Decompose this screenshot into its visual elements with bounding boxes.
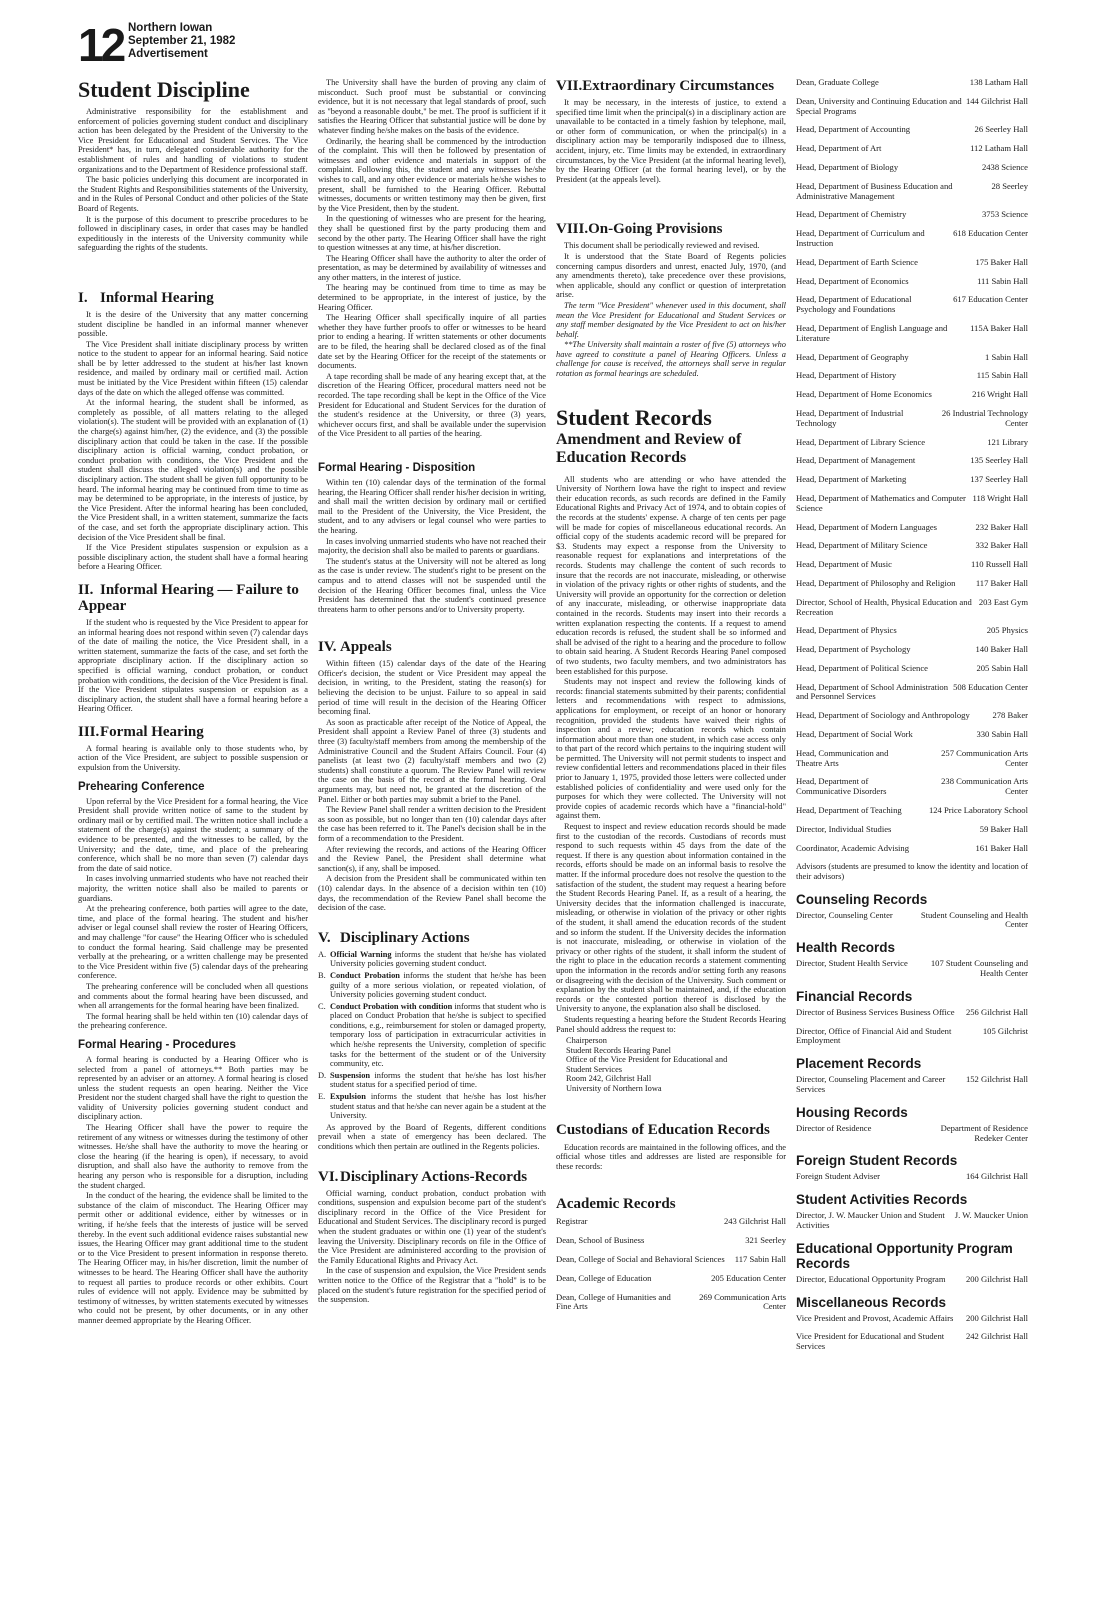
address-line: University of Northern Iowa	[566, 1084, 662, 1094]
footnote-paragraph: The term "Vice President" whenever used in this document, shall mean the Vice President for Educational and Student Services or any staff member designated by the Vice President to act on his/her behalf.	[556, 300, 786, 339]
records-group-title: Health Records	[796, 940, 896, 956]
academic-office-row	[796, 541, 1028, 551]
records-office-row	[796, 911, 1028, 931]
academic-office-row	[796, 749, 1028, 769]
action-item	[318, 1002, 546, 1069]
office-location: 618 Education Center	[953, 228, 1028, 239]
office-title: Head, Department of Physics	[796, 625, 897, 636]
action-label: D.	[318, 1070, 327, 1080]
masthead	[78, 18, 378, 72]
records-office-row	[796, 1172, 1028, 1182]
section-4-paragraph: A decision from the President shall be communicated within ten (10) calendar days. In the absence of a decision within ten (10) days, the recommendation of the Review Panel shall become the decision of the case.	[318, 874, 546, 913]
office-location: 111 Sabin Hall	[977, 275, 1028, 286]
academic-office-row	[796, 730, 1028, 740]
records-group-title: Financial Records	[796, 988, 913, 1004]
records-group	[796, 1172, 1028, 1182]
office-location: 243 Gilchrist Hall	[723, 1216, 786, 1227]
office-title: Head, Department of Biology	[796, 161, 899, 172]
office-location: 508 Education Center	[953, 681, 1028, 692]
hearing-paragraph: The Hearing Officer shall have the authority to alter the order of presentation, as may be determined by availability of witnesses and any other matters, in the interest of justice.	[318, 253, 546, 282]
office-title: Vice President for Educational and Student Services	[796, 1331, 945, 1352]
academic-records-list-a	[556, 1217, 786, 1312]
office-title: Head, Department of Library Science	[796, 436, 926, 447]
section-label: Advertisement	[128, 48, 208, 60]
office-title: Head, Department of Modern Languages	[796, 521, 938, 532]
custodians-intro: Education records are maintained in the following offices, and the official whose titles and addresses are listed are responsible for these records:	[556, 1142, 786, 1171]
hearing-paragraph: The University shall have the burden of proving any claim of misconduct. Such proof must be substantial or convincing evidence, but it is not necessary that legal standards of proof, such as "beyond a reasonable doubt," be met. The proof is sufficient if it satisfies the Hearing Officer that substantial justice will be done by whatever finding he/she makes on the basis of the evidence.	[318, 78, 546, 135]
section-5-heading: V. Disciplinary Actions	[318, 929, 470, 946]
office-location: 238 Communication Arts Center	[941, 776, 1028, 797]
office-location: 257 Communication Arts Center	[941, 747, 1028, 768]
academic-office-row	[796, 324, 1028, 344]
section-3-paragraph: A formal hearing is available only to those students who, by action of the Vice President, are subject to possible suspension or expulsion from the University.	[78, 743, 308, 773]
records-group	[796, 1314, 1028, 1352]
intro-paragraph: The basic policies underlying this document are incorporated in the Student Rights and Responsibilities statements of the University, and in the Rules of Personal Conduct and other policies of the State Board of Regents.	[78, 175, 308, 213]
section-3-heading: III.Formal Hearing	[78, 723, 204, 740]
office-location: 59 Baker Hall	[979, 823, 1028, 834]
procedures-heading: Formal Hearing - Procedures	[78, 1038, 236, 1051]
other-records	[796, 892, 1028, 1352]
office-location: 110 Russell Hall	[971, 559, 1028, 570]
records-paragraph: Request to inspect and review education records should be made first to the custodian of the records. Custodians of records must respond to such requests within 45 days from the date of the request. If there is any question about information contained in the records, efforts should be made on an informal basis to resolve the matter. If the informal procedure does not resolve the question to the satisfaction of the student, the student may request a hearing before the Student Records Hearing Panel. If, as a result of a hearing, the University decides that the information challenged is inaccurate, misleading, or otherwise in violation of the privacy or other rights of the student, it shall amend the education records of the student and so inform the student. If the University decides the information is not inaccurate, misleading, or otherwise in violation of the privacy or other rights of the student, it shall inform the student of the right to place in the education records a statement commenting upon the information in the records and/or setting forth any reasons or disagreeing with the decision of the University. Such comment or explanation by the student shall be maintained, and, if the education records or the contested portion thereof is disclosed by the University to anyone, the explanation also shall be disclosed.	[556, 822, 786, 1014]
section-7-paragraph: It may be necessary, in the interests of justice, to extend a specified time limit when the principal(s) in a disciplinary action are unavailable to be contacted in a timely fashion by telephone, mail, or other form of communication, or when the principal(s) in a disciplinary action may be temporarily indisposed due to illness, accident, injury, etc. Time limits may be extended, in extraordinary circumstances, by the Vice President (at the informal hearing level), by the Hearing Officer (at the formal hearing level), or by the President (at the appeals level).	[556, 98, 786, 184]
hearing-paragraph: A tape recording shall be made of any hearing except that, at the discretion of the Hearing Officer, procedural matters need not be recorded. The tape recording shall be kept in the Office of the Vice President for Educational and Student Services for the duration of the student's residence at the University, or three (3) years, whichever occurs first, and shall be available under the supervision of the Vice President to all parties of the hearing.	[318, 371, 546, 439]
records-office-row	[796, 1332, 1028, 1352]
section-8-body	[556, 241, 786, 300]
records-group-title: Student Activities Records	[796, 1192, 968, 1208]
hearing-paragraph: In the questioning of witnesses who are present for the hearing, they shall be questioned first by the party producing them and second by the other party. The Hearing Officer shall have the right to question witnesses at any time, at his/her discretion.	[318, 214, 546, 253]
action-label: B.	[318, 970, 326, 980]
office-title: Dean, University and Continuing Education and Special Programs	[796, 95, 962, 116]
prehearing-paragraph: Upon referral by the Vice President for a formal hearing, the Vice President shall provide written notice of same to the student by ordinary mail or by certified mail. The written notice shall include a statement of the charge(s) against the student; a summary of the evidence to be presented, and the witnesses to be called, by the University; and the date, time, and place of the prehearing conference, which shall be no more than seven (7) calendar days from the date of said notice.	[78, 796, 308, 873]
academic-office-row	[796, 371, 1028, 381]
office-location: 115A Baker Hall	[970, 322, 1028, 333]
column-1	[78, 78, 308, 1608]
records-office-row	[796, 1314, 1028, 1324]
office-location: 26 Seerley Hall	[974, 124, 1028, 135]
office-location: 164 Gilchrist Hall	[965, 1171, 1028, 1182]
address-line: Room 242, Gilchrist Hall	[566, 1074, 652, 1084]
action-item	[318, 1071, 546, 1090]
section-7-heading: VII.Extraordinary Circumstances	[556, 78, 775, 94]
custodians-title: Custodians of Education Records	[556, 1121, 770, 1138]
advisors-note: Advisors (students are presumed to know the identity and location of their advisors)	[796, 862, 1028, 882]
academic-office-row	[796, 844, 1028, 854]
office-location: J. W. Maucker Union	[954, 1210, 1028, 1221]
office-location: 144 Gilchrist Hall	[965, 95, 1028, 106]
prehearing-body	[78, 797, 308, 1031]
office-title: Foreign Student Adviser	[796, 1171, 881, 1182]
office-location: 112 Latham Hall	[970, 143, 1028, 154]
action-text: informs that student who is placed on Conduct Probation that he/she is subject to specified conditions, e.g., reimbursement for stolen or damaged property, temporary loss of participation in extracurricular activities in which he/she represents the University, completion of specific tasks for the betterment of the student or of the University community, etc.	[330, 1001, 546, 1069]
office-location: 256 Gilchrist Hall	[965, 1006, 1028, 1017]
academic-office-row	[796, 295, 1028, 315]
action-label: C.	[318, 1001, 326, 1011]
request-intro: Students requesting a hearing before the Student Records Hearing Panel should address the request to:	[556, 1014, 786, 1034]
academic-records-list-b	[796, 78, 1028, 853]
action-description	[330, 1092, 546, 1121]
office-title: Director, Educational Opportunity Program	[796, 1273, 946, 1284]
section-4-paragraph: After reviewing the records, and actions of the Hearing Officer and the Review Panel, the President shall determine what sanction(s), if any, shall be imposed.	[318, 844, 546, 873]
academic-office-row	[796, 598, 1028, 618]
action-text: informs the student that he/she has lost his/her student status for a specified period of time.	[330, 1070, 546, 1090]
office-title: Head, Department of Business Education and Administrative Management	[796, 180, 953, 201]
section-5-closing: As approved by the Board of Regents, different conditions prevail when a state of emergency has been declared. The conditions which then pertain are outlined in the Regents policies.	[318, 1122, 546, 1151]
records-subtitle: Amendment and Review of Education Records	[556, 430, 742, 466]
prehearing-paragraph: In cases involving unmarried students who have not reached their majority, the written notice shall also be mailed to parents or guardians.	[78, 874, 308, 903]
hearing-paragraph: Ordinarily, the hearing shall be commenced by the introduction of the complaint. This will then be followed by presentation of witnesses and other evidence and materials in support of the complaint. Following this, the student and any witnesses he/she wishes to call, and any other evidence or materials he/she wishes to present, shall be furnished to the Hearing Officer. Rebuttal witnesses, documents or written testimony may then be given, first by the Vice President, then by the student.	[318, 136, 546, 213]
office-title: Registrar	[556, 1216, 588, 1227]
records-office-row	[796, 1027, 1028, 1047]
office-title: Head, Department of Art	[796, 143, 882, 154]
office-title: Vice President and Provost, Academic Affairs	[796, 1312, 954, 1323]
office-title: Director, Student Health Service	[796, 958, 908, 969]
office-title: Head, Department of Curriculum and Instruction	[796, 228, 925, 248]
section-2-paragraph: If the student who is requested by the Vice President to appear for an informal hearing does not respond within seven (7) calendar days of the date of mailing the notice, the Vice President shall, in a written statement, summarize the facts of the case, and set forth the appropriate disciplinary action. If the disciplinary action so specified is official warning, conduct probation, or conduct probation with conditions, the decision of the Vice President is final. If the Vice President stipulates suspension or expulsion as a disciplinary action, the student shall have a formal hearing before a Hearing Officer.	[78, 617, 308, 714]
office-title: Director, J. W. Maucker Union and Student Activities	[796, 1210, 945, 1230]
action-text: informs the student that he/she has violated University policies governing student conduct.	[330, 949, 546, 969]
office-title: Head, Department of Economics	[796, 275, 909, 286]
procedures-paragraph: A formal hearing is conducted by a Hearing Officer who is selected from a panel of attorneys.** Both parties may be represented by an adviser or an attorney. A formal hearing is closed unless the student requests an open hearing. Neither the Vice President nor the student charged shall have the right to question the validity of University policies governing student conduct and disciplinary action.	[78, 1054, 308, 1122]
office-location: 121 Library	[987, 436, 1028, 447]
office-location: 205 Physics	[986, 625, 1028, 636]
records-paragraph: Students may not inspect and review the following kinds of records: financial statements submitted by their parents; confidential letters and recommendations with respect to admissions, applications for employment, or receipt of an honor or honorary recognition, provided the students have waived their rights of inspection and a review; education records which contain information about more than one student, in which case access only to that part of the record which pertains to the inquiring student will be permitted. The University will not permit students to inspect and review confidential letters and recommendations placed in their files prior to January 1, 1975, provided those letters were collected under established policies of confidentiality and were used only for the purposes for which they were collected. The University will not provide copies of academic records which have a "financial-hold" against them.	[556, 677, 786, 821]
academic-office-row	[796, 163, 1028, 173]
disciplinary-actions-list	[318, 950, 546, 1121]
records-group-title: Miscellaneous Records	[796, 1294, 947, 1310]
office-location: 137 Seerley Hall	[970, 474, 1028, 485]
office-location: 115 Sabin Hall	[976, 370, 1028, 381]
footnote-paragraph: **The University shall maintain a roster of five (5) attorneys who have agreed to constitute a panel of Hearing Officers. Unless a challenge for cause is received, the attorneys shall serve in regular rotation as formal hearings are scheduled.	[556, 340, 786, 379]
office-location: 152 Gilchrist Hall	[965, 1074, 1028, 1085]
records-group-title: Housing Records	[796, 1104, 908, 1120]
section-8-heading: VIII.On-Going Provisions	[556, 221, 723, 238]
office-location: 105 Gilchrist	[982, 1025, 1028, 1036]
prehearing-paragraph: At the prehearing conference, both parties will agree to the date, time, and place of the formal hearing. The student and his/her adviser or legal counsel shall review the roster of Hearing Officers, and may challenge "for cause" the Hearing Officer who is scheduled to conduct the formal hearing. Said challenge may be presented verbally at the prehearing, or a written challenge may be presented to the Vice President within five (5) calendar days of the prehearing conference.	[78, 904, 308, 981]
office-title: Head, Department of Sociology and Anthropology	[796, 710, 970, 721]
office-title: Head, Department of Social Work	[796, 729, 913, 740]
office-location: 203 East Gym	[978, 596, 1028, 607]
prehearing-paragraph: The formal hearing shall be held within ten (10) calendar days of the prehearing conference.	[78, 1011, 308, 1031]
prehearing-paragraph: The prehearing conference will be concluded when all questions and comments about the formal hearing have been discussed, and when all arrangements for the formal hearing have been finalized.	[78, 981, 308, 1011]
action-label: E.	[318, 1092, 326, 1102]
academic-office-row	[796, 475, 1028, 485]
academic-office-row	[556, 1217, 786, 1227]
office-title: Director, Individual Studies	[796, 823, 892, 834]
office-title: Head, Communication and Theatre Arts	[796, 747, 889, 768]
discipline-intro	[78, 107, 308, 253]
academic-office-row	[796, 210, 1028, 220]
office-location: 269 Communication Arts Center	[699, 1291, 786, 1312]
records-paragraph: All students who are attending or who have attended the University of Northern Iowa have the right to inspect and review their education records, as such records are defined in the Family Educational Rights and Privacy Act of 1974, and to obtain copies of the records at the students' expense. A charge of ten cents per page will be made for copies of miscellaneous educational records. An official copy of the students academic record will be prepared for $3. Students may expect a response from the University to reasonable request for explanations and interpretations of the records. Students may challenge the content of such records to insure that the records are not inaccurate, misleading, or otherwise in violation of the privacy rights or other rights of students, and the University will provide an opportunity for the correction or deletion of any inaccurate, misleading, or otherwise inappropriate data contained in the records. Students may insert into their records a written explanation respecting the contents. If a request to amend education records is refused, the student shall be so informed and shall be advised of the right to a hearing and the procedure to follow to obtain said hearing. A Student Records Hearing Panel composed of two students, two faculty members, and two administrators has been established for this purpose.	[556, 474, 786, 676]
office-location: 3753 Science	[981, 209, 1028, 220]
records-group-title: Counseling Records	[796, 891, 928, 907]
office-title: Dean, College of Social and Behavioral Sciences	[556, 1254, 725, 1265]
action-term: Conduct Probation with condition	[330, 1001, 453, 1011]
address-line: Chairperson	[566, 1036, 607, 1046]
academic-office-row	[796, 523, 1028, 533]
office-location: 242 Gilchrist Hall	[965, 1331, 1028, 1342]
academic-office-row	[556, 1274, 786, 1284]
office-title: Director of Residence	[796, 1122, 872, 1133]
office-location: Student Counseling and Health Center	[920, 909, 1028, 930]
disposition-body	[318, 478, 546, 614]
action-term: Expulsion	[330, 1092, 366, 1102]
academic-office-row	[556, 1255, 786, 1265]
academic-office-row	[796, 456, 1028, 466]
office-title: Head, Department of Mathematics and Computer Science	[796, 492, 966, 513]
office-title: Head, Department of Music	[796, 559, 892, 570]
records-office-row	[796, 1275, 1028, 1285]
address-line: Office of the Vice President for Educational and	[566, 1055, 728, 1065]
disposition-heading: Formal Hearing - Disposition	[318, 461, 476, 474]
records-group	[796, 959, 1028, 979]
academic-office-row	[796, 825, 1028, 835]
office-title: Director, School of Health, Physical Education and Recreation	[796, 596, 972, 617]
office-location: 140 Baker Hall	[975, 644, 1028, 655]
office-title: Head, Department of Geography	[796, 351, 909, 362]
action-item	[318, 950, 546, 969]
column-2	[318, 78, 546, 1608]
action-description	[330, 971, 546, 1000]
office-location: 138 Latham Hall	[969, 78, 1028, 87]
academic-office-row	[796, 353, 1028, 363]
office-title: Head, Department of Educational Psychology and Foundations	[796, 294, 912, 315]
office-location: 28 Seerley	[991, 180, 1028, 191]
office-location: 117 Sabin Hall	[734, 1254, 786, 1265]
section-4-heading: IV. Appeals	[318, 639, 392, 656]
section-7-body	[556, 98, 786, 184]
office-title: Head, Department of Accounting	[796, 124, 911, 135]
office-title: Dean, Graduate College	[796, 78, 879, 87]
section-1-heading: I. Informal Hearing	[78, 289, 214, 306]
action-description	[330, 1002, 546, 1069]
office-title: Head, Department of Military Science	[796, 540, 928, 551]
section-8-paragraph: This document shall be periodically reviewed and revised.	[564, 241, 760, 251]
academic-office-row	[796, 645, 1028, 655]
office-location: 200 Gilchrist Hall	[965, 1273, 1028, 1284]
hearing-paragraph: The Hearing Officer shall specifically inquire of all parties whether they have further proofs to offer or witnesses to be heard prior to ending a hearing. If written statements or other documents are to be filed, the hearing shall be declared closed as of the final date set by the Hearing Officer for the receipt of the statements or documents.	[318, 313, 546, 371]
section-6-heading: VI. Disciplinary Actions-Records	[318, 1168, 528, 1185]
academic-office-row	[796, 626, 1028, 636]
office-location: 135 Seerley Hall	[970, 455, 1028, 466]
office-title: Head, Department of Chemistry	[796, 209, 907, 220]
procedures-paragraph: The Hearing Officer shall have the power to require the retirement of any witness or witnesses during the testimony of other witnesses. He/she shall have the authority to move the hearing or close the hearing (if the hearing is open), if necessary, to avoid disruption, and shall also have the authority to remove from the hearing any person who is responsible for a disruption, including the student charged.	[78, 1123, 308, 1190]
office-location: 1 Sabin Hall	[985, 351, 1028, 362]
office-title: Dean, School of Business	[556, 1235, 645, 1246]
hearing-continued	[318, 78, 546, 439]
address-line: Student Records Hearing Panel	[566, 1045, 671, 1055]
records-group	[796, 1211, 1028, 1231]
office-title: Head, Department of Management	[796, 455, 916, 466]
office-title: Head, Department of Philosophy and Religion	[796, 577, 956, 588]
office-location: 617 Education Center	[953, 294, 1028, 305]
office-location: 161 Baker Hall	[975, 842, 1028, 853]
office-title: Coordinator, Academic Advising	[796, 842, 910, 853]
column-4	[796, 78, 1028, 1608]
records-office-row	[796, 1075, 1028, 1095]
records-group	[796, 1275, 1028, 1285]
office-title: Head, Department of Marketing	[796, 474, 907, 485]
disposition-paragraph: In cases involving unmarried students who have not reached their majority, the decision shall also be mailed to parents or guardians.	[318, 536, 546, 556]
disposition-paragraph: The student's status at the University will not be altered as long as the case is under review. The student's right to be present on the campus and to attend classes will not be suspended until the decision of the Hearing Officer becomes final, unless the Vice President has determined that the student's continued presence threatens harm to other persons and/or to University property.	[318, 556, 546, 614]
footnotes	[556, 301, 786, 379]
academic-office-row	[796, 579, 1028, 589]
records-group	[796, 911, 1028, 931]
academic-office-row	[796, 97, 1028, 117]
academic-office-row	[796, 683, 1028, 703]
academic-office-row	[796, 258, 1028, 268]
action-text: informs the student that he/she has lost his/her student status and that he/she can never again be a student at the University.	[330, 1092, 546, 1121]
academic-office-row	[796, 409, 1028, 429]
office-title: Director of Business Services Business Office	[796, 1006, 955, 1017]
office-location: 107 Student Counseling and Health Center	[930, 958, 1028, 979]
section-6-paragraph: In the case of suspension and expulsion, the Vice President sends written notice to the Office of the Registrar that a "hold" is to be placed on the student's future registration for the specified period of the suspension.	[318, 1266, 546, 1305]
section-4-body	[318, 659, 546, 912]
office-title: Head, Department of Psychology	[796, 644, 911, 655]
academic-office-row	[796, 125, 1028, 135]
records-office-row	[796, 959, 1028, 979]
office-location: 124 Price Laboratory School	[928, 805, 1028, 816]
office-location: 205 Sabin Hall	[976, 662, 1028, 673]
action-description	[330, 950, 546, 969]
column-3	[556, 78, 786, 1608]
section-8-paragraph: It is understood that the State Board of Regents policies concerning campus disorders and unrest, enacted July, 1970, (and any amendments thereto), take precedence over these provisions, when applicable, should any conflict or question of interpretation arise.	[556, 251, 786, 300]
office-location: Department of Residence Redeker Center	[940, 1122, 1028, 1143]
address-line: Student Services	[566, 1064, 623, 1074]
records-group-title: Foreign Student Records	[796, 1153, 958, 1169]
office-title: Head, Department of Teaching	[796, 805, 902, 816]
records-group	[796, 1124, 1028, 1144]
office-location: 321 Seerley	[745, 1235, 786, 1246]
office-title: Head, Department of Industrial Technology	[796, 407, 904, 428]
records-office-row	[796, 1124, 1028, 1144]
academic-office-row	[556, 1293, 786, 1313]
office-title: Head, Department of Earth Science	[796, 256, 918, 267]
hearing-paragraph: The hearing may be continued from time to time as may be determined to be appropriate, in the interest of justice, by the Hearing Officer.	[318, 283, 546, 312]
office-location: 330 Sabin Hall	[976, 729, 1028, 740]
office-location: 2438 Science	[981, 161, 1028, 172]
action-item	[318, 971, 546, 1000]
academic-office-row	[796, 438, 1028, 448]
procedures-paragraph: In the conduct of the hearing, the evidence shall be limited to the substance of the claim of misconduct. The Hearing Officer may permit other or additional evidence, either by witnesses or in writing, if he/she feels that the interests of justice will be served thereby. In the event such additional evidence raises substantial new issues, the Hearing Officer may grant additional time to the student or to the Vice President to present information in response thereto. The Hearing Officer may, in his/her discretion, limit the number of witnesses to be heard. The Hearing Officer shall have the authority to request all parties to produce records or other exhibits. Court rules of evidence will not apply. Evidence may be submitted by testimony of witnesses, by written statements executed by witnesses who could not be present, by other documents, or in any other manner deemed appropriate by the Hearing Officer.	[78, 1191, 308, 1325]
paper-name: Northern Iowan	[128, 22, 213, 34]
office-location: 118 Wright Hall	[972, 492, 1028, 503]
records-group-title: Placement Records	[796, 1056, 922, 1072]
action-description	[330, 1071, 546, 1090]
records-office-row	[796, 1008, 1028, 1018]
prehearing-heading: Prehearing Conference	[78, 780, 205, 793]
academic-office-row	[796, 777, 1028, 797]
office-location: 216 Wright Hall	[972, 389, 1028, 400]
action-label: A.	[318, 949, 327, 959]
records-group	[796, 1008, 1028, 1046]
office-location: 205 Education Center	[711, 1272, 786, 1283]
office-location: 175 Baker Hall	[975, 256, 1028, 267]
section-1-paragraph: At the informal hearing, the student shall be informed, as completely as possible, of all matters relating to the alleged violation(s). The student will be provided with an explanation of (1) the charge(s) against him/her, (2) the evidence, and (3) the possible disciplinary action that could be taken in the case. If the possible disciplinary action is official warning, conduct probation, or conduct probation with conditions, the Vice President and the student shall discuss the alleged violation(s) and the possible disciplinary action. The student shall be given full opportunity to be heard. The informal hearing may be continued from time to time as may be determined to be appropriate, in the interests of justice, by the Vice President. After the informal hearing has been concluded, the Vice President shall, in a written statement, summarize the facts of the case, and set forth the appropriate disciplinary action. This decision of the Vice President shall be final.	[78, 398, 308, 542]
office-location: 278 Baker	[992, 710, 1028, 721]
academic-office-row	[796, 78, 1028, 88]
section-4-paragraph: The Review Panel shall render a written decision to the President as soon as possible, but no longer than ten (10) calendar days after the case has been referred to it. The Panel's decision shall be in the form of a recommendation to the President.	[318, 805, 546, 843]
section-3-body	[78, 744, 308, 773]
academic-office-row	[796, 711, 1028, 721]
section-6-body	[318, 1189, 546, 1305]
academic-office-row	[796, 494, 1028, 514]
office-location: 26 Industrial Technology Center	[941, 407, 1028, 428]
issue-date: September 21, 1982	[128, 35, 236, 47]
academic-office-row	[556, 1236, 786, 1246]
section-2-body	[78, 618, 308, 714]
office-location: 200 Gilchrist Hall	[965, 1312, 1028, 1323]
action-term: Conduct Probation	[330, 970, 400, 980]
academic-office-row	[796, 560, 1028, 570]
office-title: Dean, College of Humanities and Fine Arts	[556, 1291, 671, 1312]
section-1-body	[78, 310, 308, 572]
section-6-paragraph: Official warning, conduct probation, conduct probation with conditions, suspension and expulsion become part of the student's disciplinary record in the Office of the Vice President for Educational and Student Services. The disciplinary record is purged when the student graduates or within one (1) year of the student's leaving the University. Disciplinary records on file in the Office of the Vice President are administered according to the provision of the Family Educational Rights and Privacy Act.	[318, 1188, 546, 1265]
office-title: Head, Department of Communicative Disorders	[796, 776, 887, 797]
section-1-paragraph: The Vice President shall initiate disciplinary process by written notice to the student to appear for an informal hearing. Said notice shall be by letter addressed to the student at his/her last known residence, and mailed by ordinary mail or certified mail. Action must be initiated by the Vice President within fifteen (15) calendar days of the date on which the alleged offense was committed.	[78, 339, 308, 397]
records-office-row	[796, 1211, 1028, 1231]
office-title: Dean, College of Education	[556, 1272, 652, 1283]
office-location: 232 Baker Hall	[975, 521, 1028, 532]
masthead-info	[128, 22, 235, 61]
office-title: Head, Department of Home Economics	[796, 389, 932, 400]
records-group	[796, 1075, 1028, 1095]
disposition-paragraph: Within ten (10) calendar days of the termination of the formal hearing, the Hearing Officer shall render his/her decision in writing, and shall mail the written decision by ordinary mail or certified mail to the President of the University, the Vice President, the student, and to any advisers or legal counsel who were parties to the hearing.	[318, 477, 546, 535]
records-body	[556, 475, 786, 1014]
action-term: Official Warning	[330, 949, 392, 959]
academic-office-row	[796, 664, 1028, 674]
academic-office-row	[796, 144, 1028, 154]
section-2-heading: II. Informal Hearing — Failure to Appear	[78, 581, 299, 614]
action-text: informs the student that he/she has been guilty of a more serious violation, or repeated violation, of University policies governing student conduct.	[330, 970, 546, 1000]
section-4-paragraph: Within fifteen (15) calendar days of the date of the Hearing Officer's decision, the student or Vice President may appeal the decision, in writing, to the President, stating the reason(s) for believing the decision to be unjust. Failure to so appeal in said period of time will result in the decision of the Hearing Officer becoming final.	[318, 659, 546, 717]
academic-office-row	[796, 390, 1028, 400]
office-title: Head, Department of History	[796, 370, 897, 381]
office-location: 332 Baker Hall	[975, 540, 1028, 551]
office-title: Director, Office of Financial Aid and Student Employment	[796, 1025, 952, 1046]
academic-office-row	[796, 806, 1028, 816]
procedures-body	[78, 1055, 308, 1326]
academic-records-title: Academic Records	[556, 1196, 676, 1213]
page-number: 12	[78, 19, 124, 71]
office-title: Director, Counseling Center	[796, 909, 893, 920]
section-1-paragraph: If the Vice President stipulates suspension or expulsion as a possible disciplinary action, the student shall have a formal hearing before a Hearing Officer.	[78, 543, 308, 572]
records-title: Student Records	[556, 404, 712, 430]
intro-paragraph: It is the purpose of this document to prescribe procedures to be followed in disciplinary cases, in order that cases may be handled expeditiously in the interests of the University community while safeguarding the rights of the students.	[78, 214, 308, 253]
office-title: Head, Department of Political Science	[796, 662, 928, 673]
academic-office-row	[796, 229, 1028, 249]
academic-office-row	[796, 277, 1028, 287]
office-location: 117 Baker Hall	[975, 577, 1028, 588]
section-4-paragraph: As soon as practicable after receipt of the Notice of Appeal, the President shall appoint a Review Panel of three (3) students and three (3) faculty/staff members from among the membership of the Administrative Council and the Student Affairs Council. Four (4) panelists (at least two (2) faculty/staff members and two (2) students) shall constitute a quorum. The Review Panel will review the case on the basis of the record at the formal hearing. Oral arguments may, but need not, be granted at the discretion of the Panel. Either or both parties may submit a brief to the Panel.	[318, 717, 546, 804]
office-title: Head, Department of School Administration and Personnel Services	[796, 681, 949, 702]
action-term: Suspension	[330, 1070, 371, 1080]
hearing-panel-address	[566, 1036, 786, 1094]
discipline-title: Student Discipline	[78, 78, 250, 102]
office-title: Director, Counseling Placement and Career Services	[796, 1074, 946, 1095]
office-title: Head, Department of English Language and Literature	[796, 322, 948, 343]
action-item	[318, 1092, 546, 1121]
section-1-paragraph: It is the desire of the University that any matter concerning student discipline be handled in an informal manner whenever possible.	[78, 309, 308, 339]
records-group-title: Educational Opportunity Program Records	[796, 1240, 1013, 1271]
academic-office-row	[796, 182, 1028, 202]
intro-paragraph: Administrative responsibility for the establishment and enforcement of policies governing student conduct and disciplinary action has been delegated by the President of the University to the Vice President for Educational and Student Services. The Vice President* has, in turn, delegated considerable authority for the establishment of rules and handling of violations to student organizations and to the Department of Residence professional staff.	[78, 107, 308, 174]
